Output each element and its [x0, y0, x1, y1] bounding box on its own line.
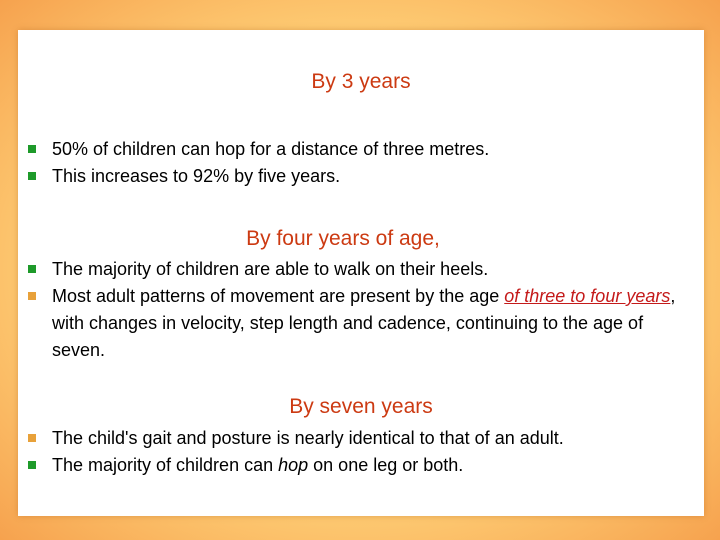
content-panel — [18, 30, 704, 516]
section-heading-seven-years: By seven years — [289, 395, 433, 418]
square-bullet-icon — [28, 172, 36, 180]
square-bullet-icon — [28, 292, 36, 300]
square-bullet-icon — [28, 145, 36, 153]
bullet-list-four-years — [18, 256, 704, 364]
list-item — [18, 283, 704, 364]
bullet-text: This increases to 92% by five years. — [52, 166, 341, 186]
bullet-text: The child's gait and posture is nearly identical to that of an adult. — [52, 428, 564, 448]
list-item — [18, 452, 704, 479]
list-item — [18, 163, 704, 190]
bullet-text-before: The majority of children can — [52, 455, 279, 475]
bullet-text-after: on one leg or both. — [308, 455, 464, 475]
bullet-text-before: Most adult patterns of movement are present by the age — [52, 286, 505, 306]
section-heading-3-years: By 3 years — [311, 70, 411, 93]
section-heading-four-years: By four years of age, — [246, 227, 440, 250]
square-bullet-icon — [28, 265, 36, 273]
age-range-link[interactable]: of three to four years — [504, 286, 671, 306]
bullet-text: The majority of children are able to walk on their heels. — [52, 259, 489, 279]
square-bullet-icon — [28, 434, 36, 442]
bullet-list-seven-years — [18, 425, 704, 479]
list-item — [18, 425, 704, 452]
bullet-text: 50% of children can hop for a distance of three metres. — [52, 139, 490, 159]
list-item — [18, 256, 704, 283]
bullet-emphasis: hop — [278, 455, 309, 475]
bullet-list-3-years — [18, 136, 704, 190]
bullet-text-after: , with changes in velocity, step length and cadence, continuing to the age of seven. — [52, 286, 676, 360]
list-item — [18, 136, 704, 163]
square-bullet-icon — [28, 461, 36, 469]
